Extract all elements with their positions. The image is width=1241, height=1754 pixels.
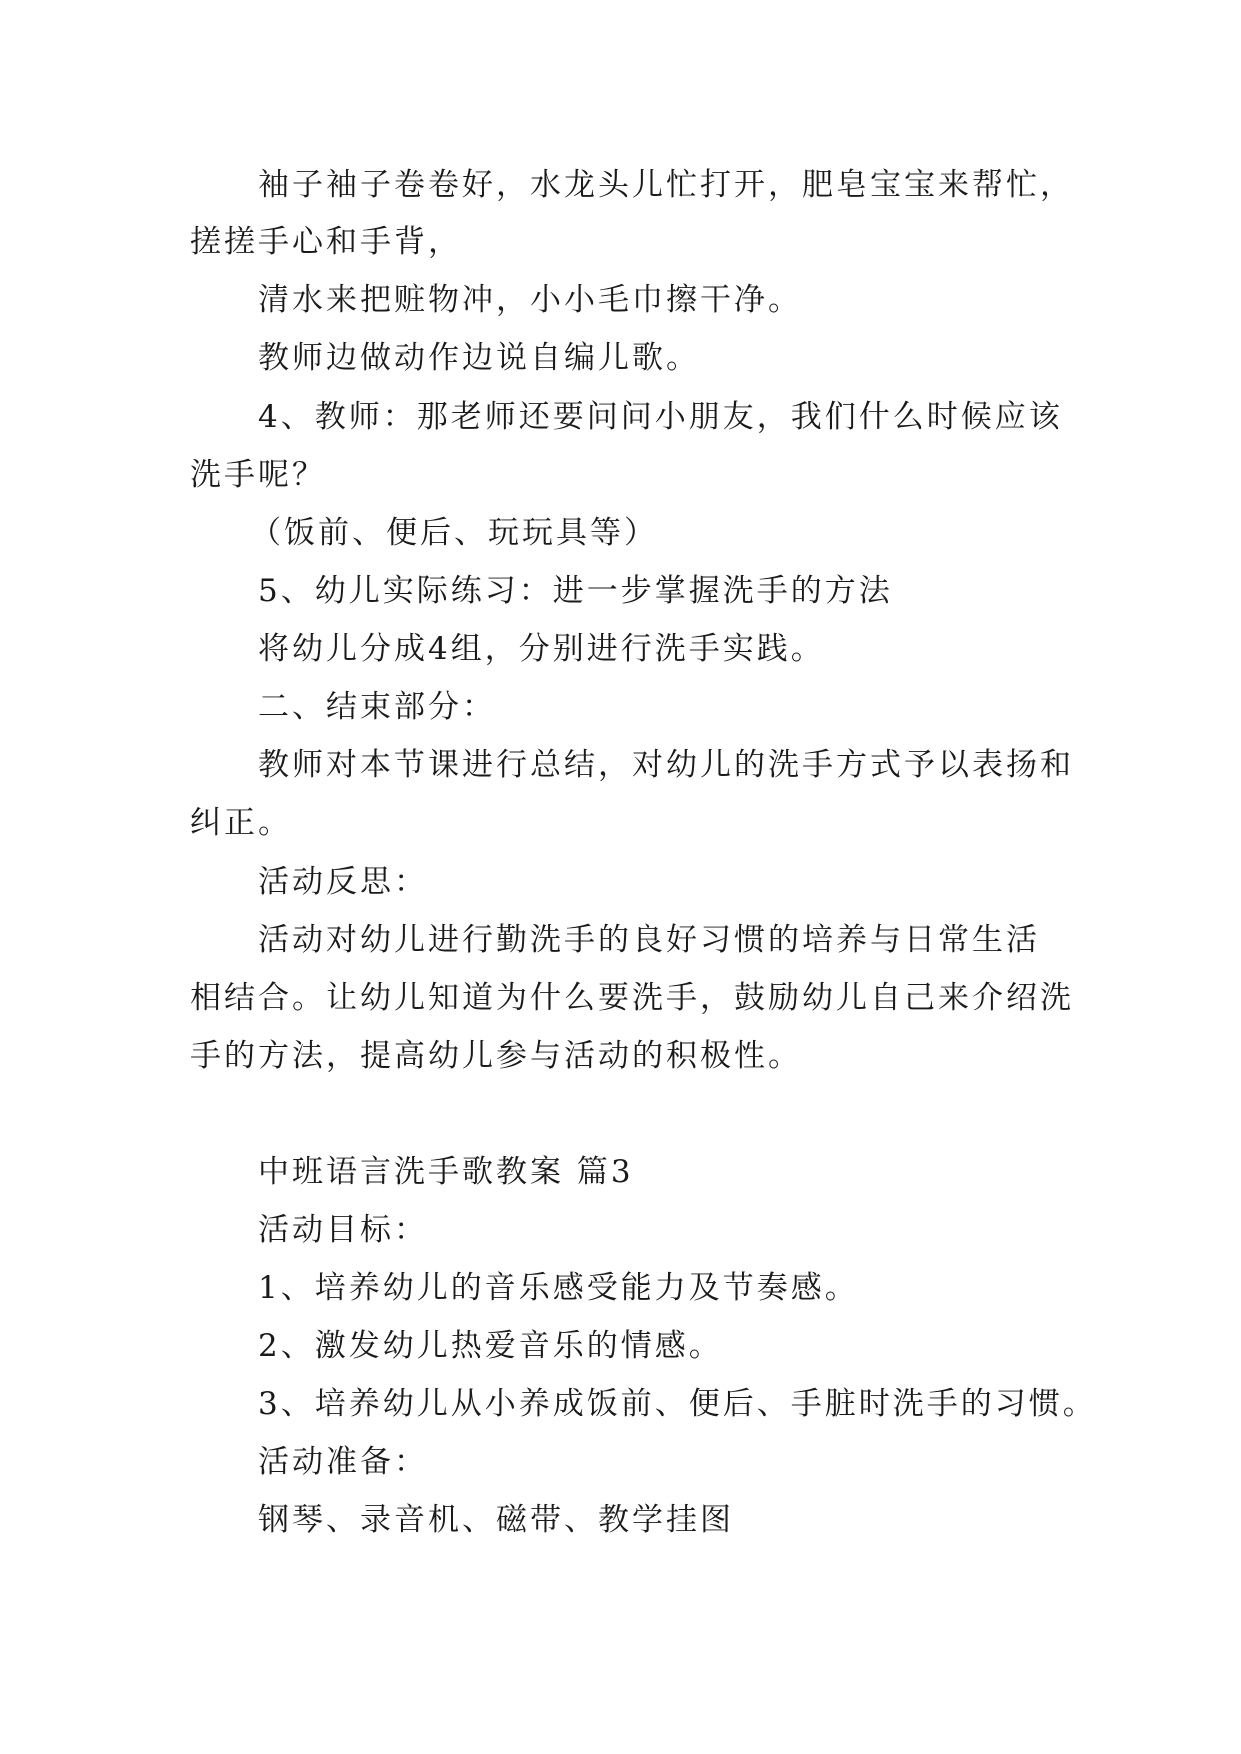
text-line: 纠正。: [190, 805, 292, 841]
text-line: 袖子袖子卷卷好，水龙头儿忙打开，肥皂宝宝来帮忙，: [258, 167, 1074, 203]
text-line: 清水来把赃物冲，小小毛巾擦干净。: [258, 282, 802, 318]
text-line: 搓搓手心和手背，: [190, 224, 462, 260]
text-line: 钢琴、录音机、磁带、教学挂图: [258, 1502, 734, 1538]
text-line: 二、结束部分：: [258, 689, 496, 725]
text-line: （饭前、便后、玩玩具等）: [250, 515, 658, 551]
text-line: 将幼儿分成4组，分别进行洗手实践。: [258, 631, 825, 667]
text-line: 相结合。让幼儿知道为什么要洗手，鼓励幼儿自己来介绍洗: [190, 980, 1074, 1016]
text-line: 教师对本节课进行总结，对幼儿的洗手方式予以表扬和: [258, 747, 1074, 783]
text-line: 教师边做动作边说自编儿歌。: [258, 340, 700, 376]
text-line: 3、培养幼儿从小养成饭前、便后、手脏时洗手的习惯。: [258, 1386, 1097, 1422]
text-line: 2、激发幼儿热爱音乐的情感。: [258, 1328, 723, 1364]
text-line: 活动反思：: [258, 864, 428, 900]
text-line: 活动准备：: [258, 1444, 428, 1480]
text-line: 4、教师：那老师还要问问小朋友，我们什么时候应该: [258, 399, 1063, 435]
text-line: 洗手呢？: [190, 457, 326, 493]
text-line: 活动对幼儿进行勤洗手的良好习惯的培养与日常生活: [258, 922, 1040, 958]
text-line: 活动目标：: [258, 1212, 428, 1248]
text-line: 1、培养幼儿的音乐感受能力及节奏感。: [258, 1270, 859, 1306]
text-line: 手的方法，提高幼儿参与活动的积极性。: [190, 1038, 802, 1074]
section-heading: 中班语言洗手歌教案 篇3: [258, 1154, 634, 1190]
text-line: 5、幼儿实际练习：进一步掌握洗手的方法: [258, 573, 893, 609]
